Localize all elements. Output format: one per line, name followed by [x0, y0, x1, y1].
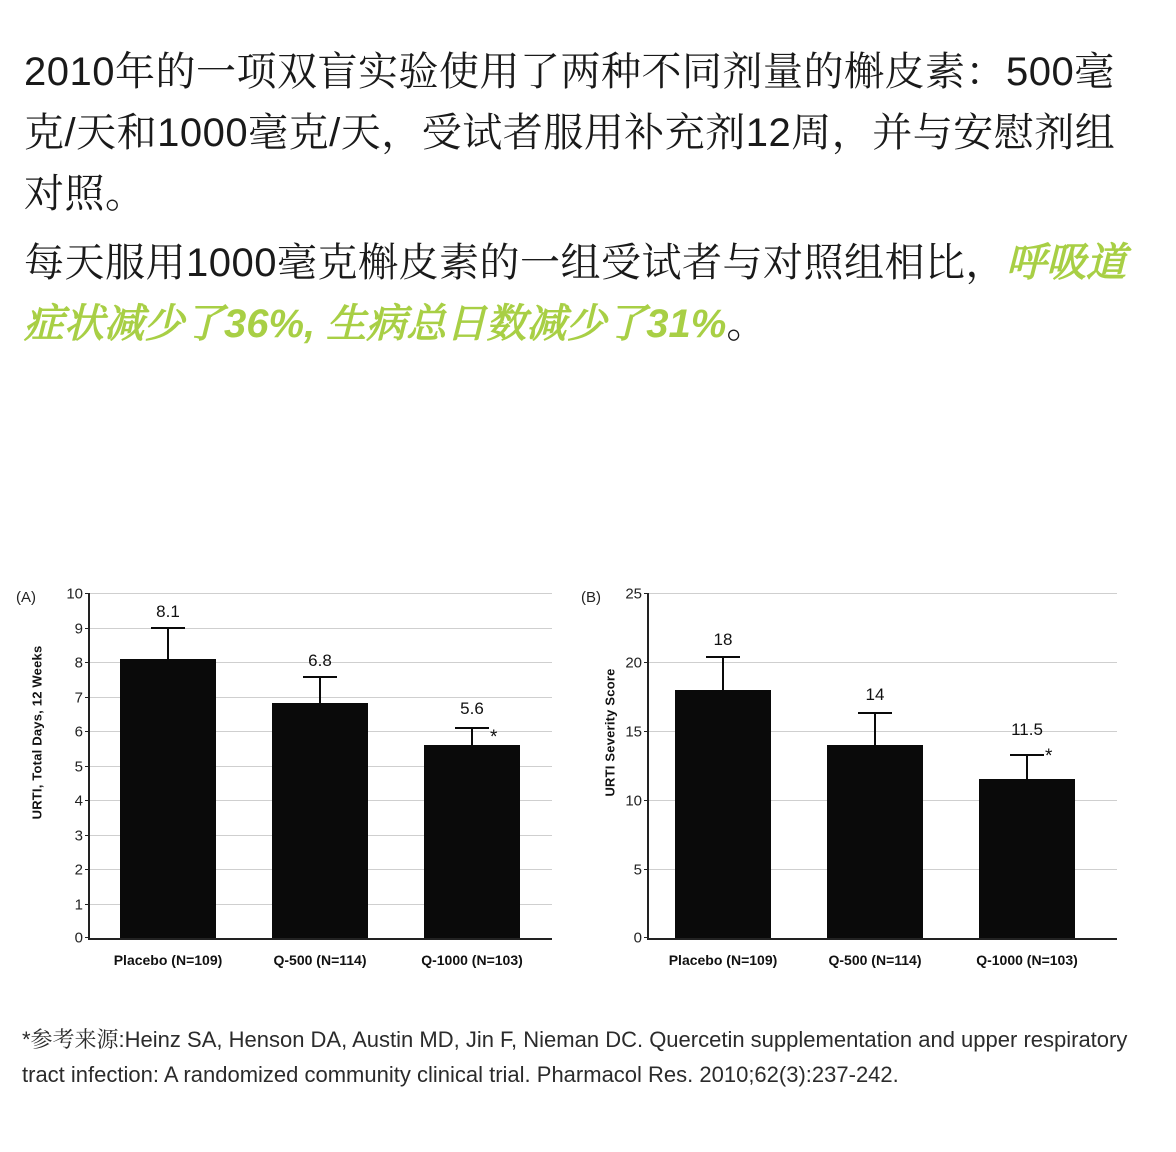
panel-a-ytick-4: 4 [74, 792, 83, 810]
panel-b-bar-placebo [675, 690, 771, 938]
panel-a-bar-q500 [272, 703, 368, 938]
panel-a-xlabel-q500: Q-500 (N=114) [273, 952, 367, 968]
panel-a-bars [90, 593, 552, 968]
panel-a-ytick-3: 3 [74, 827, 83, 844]
panel-a-value-label-placebo: 8.1 [156, 602, 180, 622]
conclusion-prefix: 每天服用1000毫克槲皮素的一组受试者与对照组相比， [24, 241, 1006, 286]
panel-a-ytick-1: 1 [74, 896, 83, 913]
chart-panel-b [575, 575, 1135, 1000]
panel-a-errorbar-q1000 [471, 729, 473, 745]
panel-b-xlabel-placebo: Placebo (N=109) [668, 952, 778, 968]
panel-a-ytick-8: 8 [74, 654, 83, 672]
panel-a-errorbar-placebo [167, 629, 169, 658]
panel-a-errorcap-q500 [303, 676, 337, 678]
panel-a-xlabel-placebo: Placebo (N=109) [113, 952, 223, 968]
panel-b-errorcap-q1000 [1010, 754, 1044, 756]
panel-a-tag: (A) [16, 589, 36, 606]
panel-b-errorcap-placebo [706, 656, 740, 658]
panel-b-y-axis-title: URTI Severity Score [602, 668, 618, 797]
panel-b-significance-star: * [1045, 745, 1053, 767]
panel-a-bar-placebo [120, 659, 216, 938]
panel-a-significance-star: * [490, 726, 498, 748]
panel-b-errorbar-placebo [722, 658, 724, 690]
panel-a-ytick-7: 7 [74, 689, 83, 706]
conclusion-suffix: 。 [726, 302, 767, 347]
panel-b-plot-area [625, 585, 1117, 968]
panel-a-ytick-5: 5 [74, 758, 83, 775]
panel-b-ytick-0: 0 [633, 929, 642, 947]
panel-a-bar-q1000 [424, 745, 520, 938]
panel-b-errorcap-q500 [858, 712, 892, 714]
panel-b-bar-q1000 [979, 779, 1075, 938]
panel-a-ytick-9: 9 [74, 620, 83, 637]
panel-a-plot-area [66, 585, 552, 968]
panel-b-value-label-q1000: 11.5 [1011, 719, 1043, 739]
panel-a-ytick-2: 2 [74, 861, 83, 879]
panel-b-ytick-10: 10 [625, 792, 642, 810]
panel-b-value-label-q500: 14 [865, 685, 885, 705]
panel-a-ytick-10: 10 [66, 585, 83, 603]
conclusion-highlight: 呼吸道症状减少了36%, 生病总日数减少了31% [24, 241, 1126, 347]
panel-b-tag: (B) [581, 589, 601, 606]
panel-a-errorbar-q500 [319, 678, 321, 704]
panel-a-value-label-q1000: 5.6 [460, 698, 484, 718]
panel-b-xlabel-q500: Q-500 (N=114) [828, 952, 922, 968]
panel-b-bar-group-3 [976, 593, 1078, 968]
panel-b-value-label-placebo: 18 [713, 629, 733, 649]
panel-a-errorcap-q1000 [455, 727, 489, 729]
panel-a-errorcap-placebo [151, 627, 185, 629]
article-copy [24, 42, 1152, 364]
panel-a-bar-group-2 [272, 593, 368, 968]
panel-b-errorbar-q500 [874, 714, 876, 744]
panel-a-xlabel-q1000: Q-1000 (N=103) [421, 952, 523, 968]
panel-b-ytick-5: 5 [633, 861, 642, 879]
paragraph-1: 2010年的一项双盲实验使用了两种不同剂量的槲皮素：500毫克/天和1000毫克/天，受试者服用补充剂12周，并与安慰剂组对照。 [24, 50, 1116, 216]
panel-a-ytick-0: 0 [74, 929, 83, 947]
panel-a-bar-group-3 [421, 593, 523, 968]
panel-b-bars [649, 593, 1117, 968]
panel-a-y-axis-title: URTI, Total Days, 12 Weeks [29, 645, 45, 820]
panel-a-value-label-q500: 6.8 [308, 650, 332, 670]
panel-b-ytick-15: 15 [625, 723, 642, 741]
source-footnote: *参考来源:Heinz SA, Henson DA, Austin MD, Jin F, Nieman DC. Quercetin supplementation and upper respiratory tract infection: A randomized community clinical trial. Pharmacol Res. 2010;62(3):237-242. [22, 1027, 1128, 1088]
panel-a-ytick-6: 6 [74, 723, 83, 741]
panel-b-bar-q500 [827, 745, 923, 938]
panel-b-ytick-25: 25 [625, 585, 642, 603]
panel-b-xlabel-q1000: Q-1000 (N=103) [976, 952, 1078, 968]
panel-b-errorbar-q1000 [1026, 756, 1028, 779]
panel-b-bar-group-2 [827, 593, 923, 968]
panel-b-ytick-20: 20 [625, 654, 642, 672]
chart-panel-a [10, 575, 570, 1000]
paragraph-conclusion [24, 233, 1152, 355]
panel-a-bar-group-1 [113, 593, 223, 968]
charts-figure [0, 575, 1176, 1005]
panel-b-bar-group-1 [668, 593, 778, 968]
